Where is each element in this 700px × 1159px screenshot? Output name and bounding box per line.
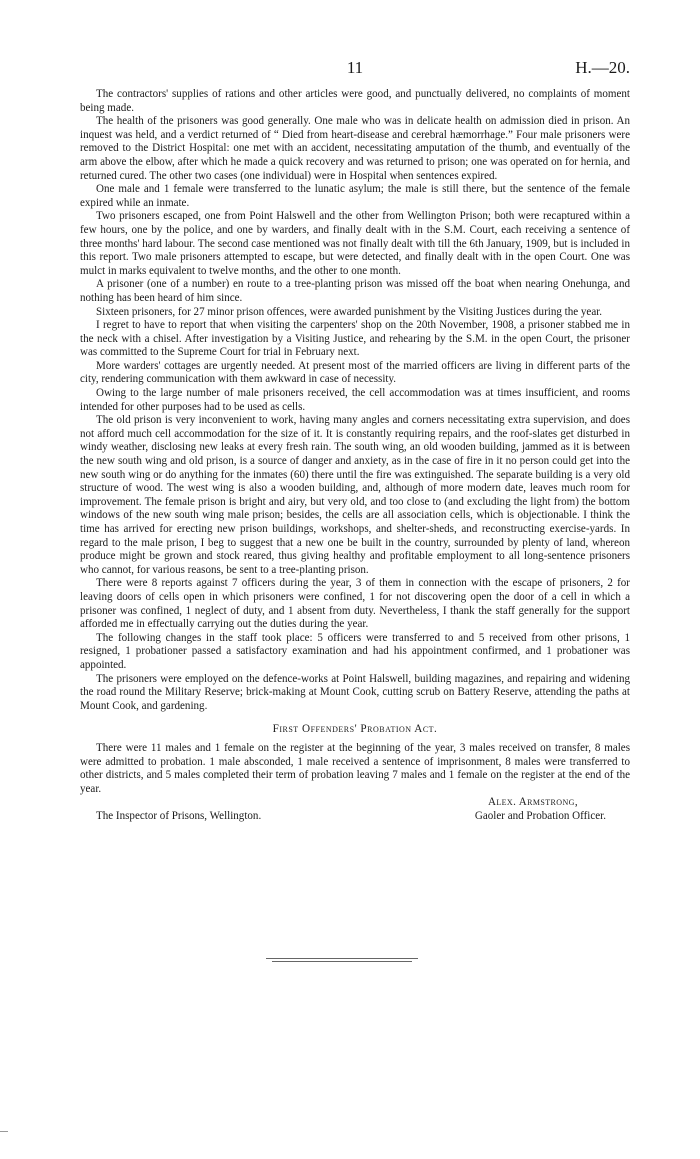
signature-block bbox=[80, 796, 630, 826]
page-header bbox=[80, 58, 630, 82]
paragraph-staff-changes: The following changes in the staff took place: 5 officers were transferred to and 5 received from other prisons, 1 resigned, 1 probationer passed a satisfactory examination and had his appointment confirmed, and 1 probationer was appointed. bbox=[80, 631, 630, 671]
signatory-name: Alex. Armstrong, bbox=[487, 796, 578, 809]
page-number: 11 bbox=[346, 58, 364, 77]
paragraph-officer-reports: There were 8 reports against 7 officers during the year, 3 of them in connection with the escape of prisoners, 2 for leaving doors of cells open in which prisoners were confined, 1 for not discovering open the door of a cell in which a prisoner was confined, 1 neglect of duty, and 1 absent from duty. Nevertheless, I thank the staff generally for the support afforded me in effectually carrying out the duties during the year. bbox=[80, 577, 630, 631]
closing-rule-bottom bbox=[272, 961, 412, 962]
paragraph-rations: The contractors' supplies of rations and other articles were good, and punctually delivered, no complaints of moment being made. bbox=[80, 88, 630, 114]
report-body bbox=[80, 88, 630, 826]
paragraph-health: The health of the prisoners was good generally. One male who was in delicate health on admission died in prison. An inquest was held, and a verdict returned of “ Died from heart-disease and cerebral hæmorrhage.” Four male prisoners were removed to the District Hospital: one met with an accident, necessitating amputation of the thumb, and eventually of the arm above the elbow, after which he made a quick recovery and was returned to prison; one was operated on for hernia, and returned cured. The other two cases (one individual) were in Hospital when sentences expired. bbox=[80, 115, 630, 182]
paragraph-stabbing: I regret to have to report that when visiting the carpenters' shop on the 20th November, 1908, a prisoner stabbed me in the neck with a chisel. After investigation by a Visiting Justice, and rehearing by the S.M. in the open Court, the prisoner was committed to the Supreme Court for trial in February next. bbox=[80, 319, 630, 359]
closing-rule-top bbox=[266, 958, 418, 959]
document-reference: H.—20. bbox=[575, 58, 630, 77]
signatory-title: Gaoler and Probation Officer. bbox=[474, 810, 606, 823]
section-heading: First Offenders' Probation Act. bbox=[272, 723, 438, 736]
margin-mark bbox=[0, 1131, 8, 1132]
paragraph-cottages: More warders' cottages are urgently needed. At present most of the married officers are living in different parts of the city, rendering communication with them awkward in case of necessity. bbox=[80, 359, 630, 386]
paragraph-employment: The prisoners were employed on the defence-works at Point Halswell, building magazines, and repairing and widening the road round the Military Reserve; brick-making at Mount Cook, cutting scrub on Battery Reserve, attending the paths at Mount Cook, and gardening. bbox=[80, 672, 630, 712]
paragraph-probation: There were 11 males and 1 female on the register at the beginning of the year, 3 males received on transfer, 8 males were admitted to probation. 1 male absconded, 1 male received a sentence of imprisonment, 8 males were transferred to other districts, and 5 males completed their term of probation leaving 7 males and 1 female on the register at the end of the year. bbox=[80, 741, 630, 795]
addressee: The Inspector of Prisons, Wellington. bbox=[96, 810, 262, 823]
paragraph-escapes: Two prisoners escaped, one from Point Halswell and the other from Wellington Prison; both were recaptured within a few hours, one by the police, and one by warders, and finally dealt with in the S.M. Court, each receiving a sentence of three months' hard labour. The second case mentioned was not finally dealt with till the 6th January, 1909, but is included in this report. Two male prisoners attempted to escape, but were detected, and finally dealt with in the open Court. One was mulct in marks equivalent to twelve months, and the other to one month. bbox=[80, 210, 630, 277]
paragraph-punishments: Sixteen prisoners, for 27 minor prison offences, were awarded punishment by the Visiting Justices during the year. bbox=[96, 305, 603, 318]
paragraph-asylum: One male and 1 female were transferred to the lunatic asylum; the male is still there, but the sentence of the female expired while an inmate. bbox=[80, 183, 630, 209]
paragraph-accommodation: Owing to the large number of male prisoners received, the cell accommodation was at times insufficient, and rooms intended for other purposes had to be used as cells. bbox=[80, 387, 630, 413]
paragraph-old-prison: The old prison is very inconvenient to work, having many angles and corners necessitating extra supervision, and does not afford much cell accommodation for the size of it. It is constantly requiring repairs, and the roof-slates get disturbed in windy weather, disclosing new leaks at every fresh rain. The south wing, an old wooden building, jammed as it is between the new south wing and old prison, is a source of danger and anxiety, as in the case of fire in it no person could get into the new south wing or do anything for the inmates (60) there until the fire was extinguished. The separate building is a very old structure of wood. The west wing is also a wooden building, and, although of more modern date, leaves much room for improvement. The female prison is bright and airy, but very old, and too close to (and excluding the light from) the bottom windows of the new south wing male prison; besides, the cells are all association cells, which is objectionable. I think the time has arrived for erecting new prison buildings, workshops, and shelter-sheds, and reconstructing exercise-yards. In regard to the male prison, I beg to suggest that a new one be built in the country, surrounded by plenty of land, whereon produce might be grown and stock reared, thus giving healthy and profitable employment to all long-sentence prisoners who cannot, for various reasons, be sent to a tree-planting prison. bbox=[80, 414, 630, 576]
paragraph-missing-prisoner: A prisoner (one of a number) en route to a tree-planting prison was missed off the boat when nearing Onehunga, and nothing has been heard of him since. bbox=[80, 278, 630, 304]
